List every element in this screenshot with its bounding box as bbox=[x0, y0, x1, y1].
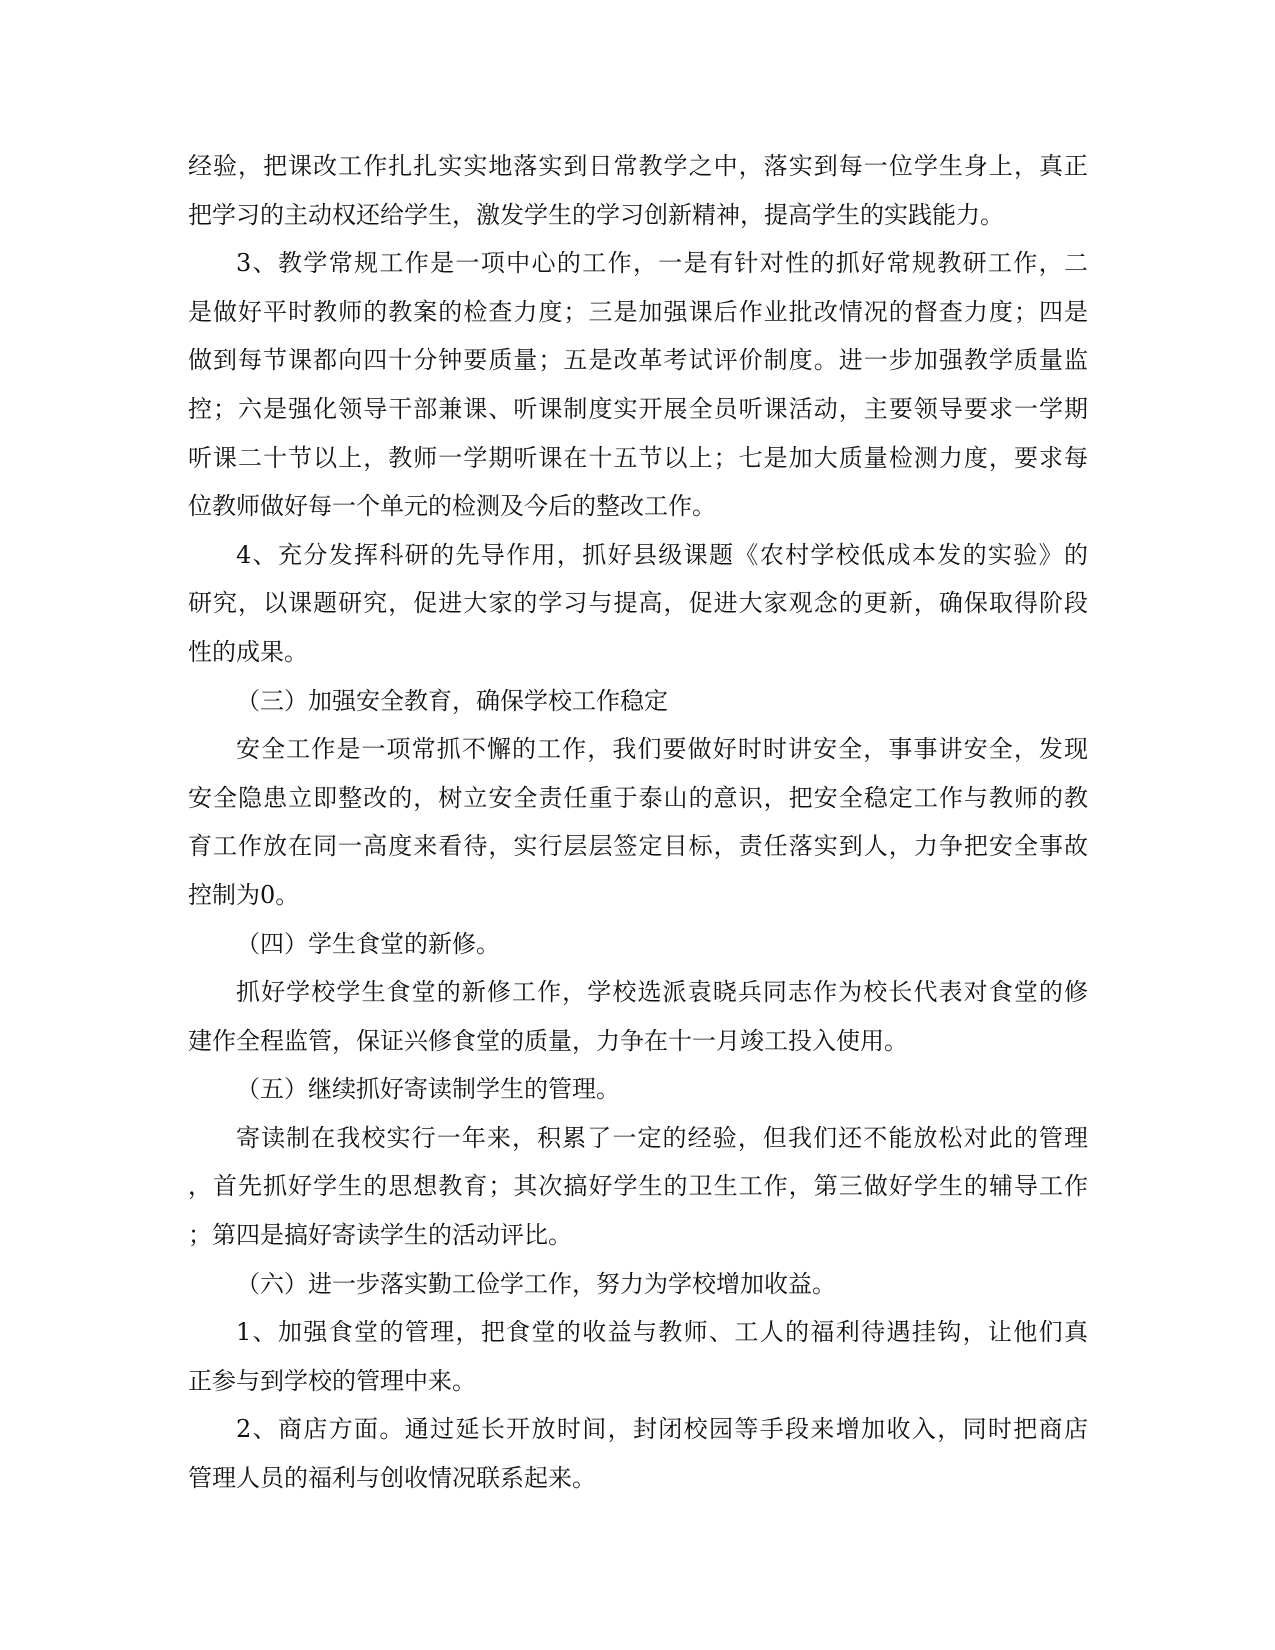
text-line: 是做好平时教师的教案的检查力度；三是加强课后作业批改情况的督查力度；四是 bbox=[188, 297, 1088, 326]
text-line: 把学习的主动权还给学生，激发学生的学习创新精神，提高学生的实践能力。 bbox=[188, 200, 1004, 229]
text-line: 1、加强食堂的管理，把食堂的收益与教师、工人的福利待遇挂钩，让他们真 bbox=[236, 1318, 1088, 1347]
text-line: 育工作放在同一高度来看待，实行层层签定目标，责任落实到人，力争把安全事故 bbox=[188, 832, 1088, 861]
text-line: 研究，以课题研究，促进大家的学习与提高，促进大家观念的更新，确保取得阶段 bbox=[188, 589, 1088, 618]
text-line: 2、商店方面。通过延长开放时间，封闭校园等手段来增加收入，同时把商店 bbox=[236, 1415, 1088, 1444]
text-line: 管理人员的福利与创收情况联系起来。 bbox=[188, 1464, 596, 1493]
text-line: 寄读制在我校实行一年来，积累了一定的经验，但我们还不能放松对此的管理 bbox=[236, 1123, 1088, 1152]
text-line: 安全工作是一项常抓不懈的工作，我们要做好时时讲安全，事事讲安全，发现 bbox=[236, 735, 1088, 764]
text-line: 正参与到学校的管理中来。 bbox=[188, 1366, 476, 1395]
text-line: ，首先抓好学生的思想教育；其次搞好学生的卫生工作，第三做好学生的辅导工作 bbox=[188, 1172, 1088, 1201]
document-body bbox=[188, 142, 1088, 1503]
section-heading: （四）学生食堂的新修。 bbox=[236, 929, 500, 958]
text-line: 位教师做好每一个单元的检测及今后的整改工作。 bbox=[188, 492, 716, 521]
section-heading: （三）加强安全教育，确保学校工作稳定 bbox=[236, 686, 668, 715]
section-heading: （六）进一步落实勤工俭学工作，努力为学校增加收益。 bbox=[236, 1269, 836, 1298]
section-heading: （五）继续抓好寄读制学生的管理。 bbox=[236, 1075, 620, 1104]
text-line: 4、充分发挥科研的先导作用，抓好县级课题《农村学校低成本发的实验》的 bbox=[236, 540, 1088, 569]
text-line: ；第四是搞好寄读学生的活动评比。 bbox=[188, 1221, 572, 1250]
text-line: 建作全程监管，保证兴修食堂的质量，力争在十一月竣工投入使用。 bbox=[188, 1026, 908, 1055]
text-line: 抓好学校学生食堂的新修工作，学校选派袁晓兵同志作为校长代表对食堂的修 bbox=[236, 978, 1088, 1007]
text-line: 控制为0。 bbox=[188, 880, 300, 909]
text-line: 性的成果。 bbox=[188, 637, 308, 666]
text-line: 听课二十节以上，教师一学期听课在十五节以上；七是加大质量检测力度，要求每 bbox=[188, 443, 1088, 472]
text-line: 经验，把课改工作扎扎实实地落实到日常教学之中，落实到每一位学生身上，真正 bbox=[188, 152, 1088, 180]
text-line: 控；六是强化领导干部兼课、听课制度实开展全员听课活动，主要领导要求一学期 bbox=[188, 394, 1088, 423]
text-line: 安全隐患立即整改的，树立安全责任重于泰山的意识，把安全稳定工作与教师的教 bbox=[188, 783, 1088, 812]
text-line: 做到每节课都向四十分钟要质量；五是改革考试评价制度。进一步加强教学质量监 bbox=[188, 346, 1088, 375]
text-line: 3、教学常规工作是一项中心的工作，一是有针对性的抓好常规教研工作，二 bbox=[236, 249, 1088, 278]
